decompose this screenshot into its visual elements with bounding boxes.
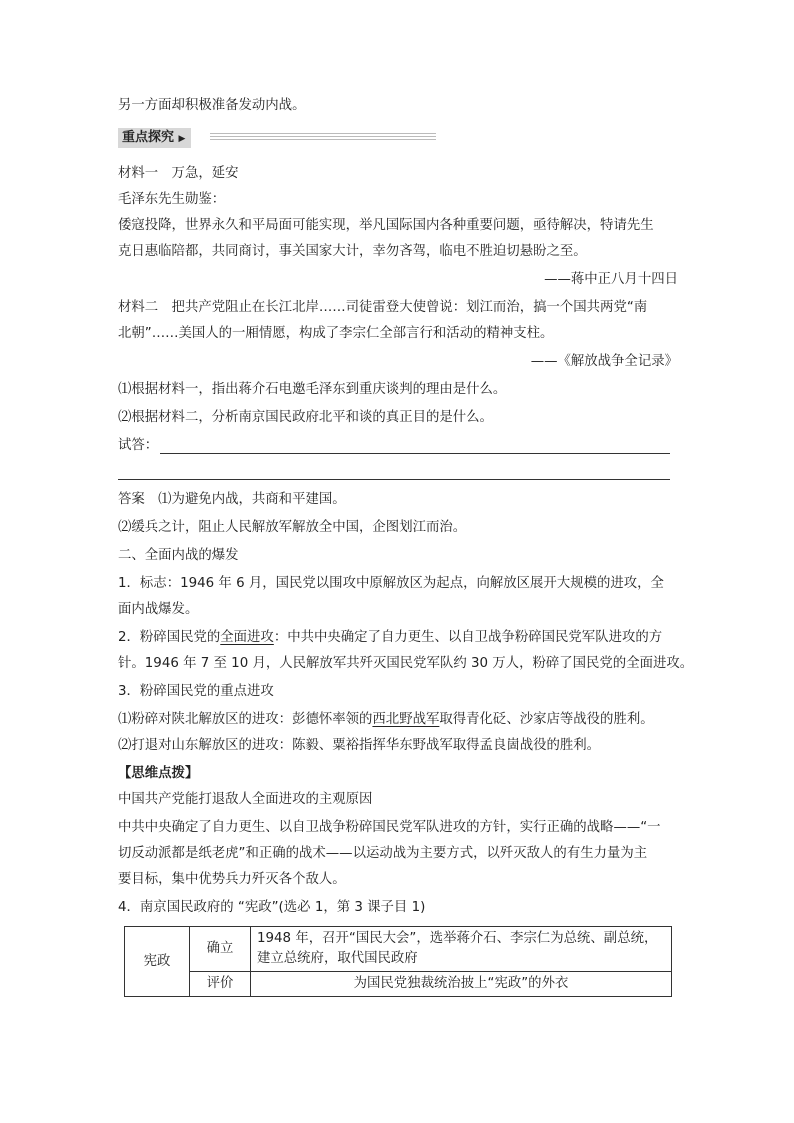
item-3-sub-2: ⑵打退对山东解放区的进攻：陈毅、粟裕指挥华东野战军取得孟良崮战役的胜利。 [118,738,601,753]
material-1-line-1: 倭寇投降，世界永久和平局面可能实现，举凡国际国内各种重要问题，亟待解决，特请先生 [118,218,654,233]
table-text-evaluation: 为国民党独裁统治披上“宪政”的外衣 [251,972,672,997]
item-2-line-1 [118,628,662,648]
item-3-sub-1-underlined: 西北野战军 [372,712,440,727]
arrow-icon: ▶ [178,134,186,144]
item-3-sub-1 [118,710,654,730]
table-row [125,927,672,972]
thinking-tip-title: 中国共产党能打退敌人全面进攻的主观原因 [118,792,373,807]
thinking-tip-line-2: 切反动派都是纸老虎”和正确的战术——以运动战为主要方式，以歼灭敌人的有生力量为主 [118,846,648,861]
material-2-line-2: 北朝”……美国人的一厢情愿，构成了李宗仁全部言行和活动的精神支柱。 [118,326,554,341]
section-2-heading: 二、全面内战的爆发 [118,548,239,563]
item-1-line-1: 1．标志：1946 年 6 月，国民党以围攻中原解放区为起点，向解放区展开大规模的进攻，全 [118,576,664,591]
item-2-line-2: 针。1946 年 7 至 10 月，人民解放军共歼灭国民党军队约 30 万人，粉碎了国民党的全面进攻。 [118,656,694,671]
table-label-evaluation: 评价 [190,972,251,997]
thinking-tip-line-3: 要目标，集中优势兵力歼灭各个敌人。 [118,872,346,887]
table-text-established: 1948 年，召开“国民大会”，选举蒋介石、李宗仁为总统、副总统，建立总统府，取代国民政府 [251,927,672,972]
material-2-line-1: 材料二 把共产党阻止在长江北岸……司徒雷登大使曾说：划江而治，搞一个国共两党“南 [118,300,648,315]
item-3-sub-1-suffix: 取得青化砭、沙家店等战役的胜利。 [439,712,654,727]
material-1-line-2: 克日惠临陪都，共同商讨，事关国家大计，幸勿吝驾，临电不胜迫切悬盼之至。 [118,244,587,259]
material-1-signature: ——蒋中正八月十四日 [544,272,678,287]
answer-line-1 [160,453,670,454]
answer-2: ⑵缓兵之计，阻止人民解放军解放全中国，企图划江而治。 [118,520,467,535]
answer-label: 答案 [118,492,145,507]
thinking-tip-heading: 【思维点拨】 [118,766,199,781]
item-3-sub-1-prefix: ⑴粉碎对陕北解放区的进攻：彭德怀率领的 [118,712,373,727]
item-2-suffix: ：中共中央确定了自力更生、以自卫战争粉碎国民党军队进攻的方 [273,630,663,645]
answer-1: ⑴为避免内战，共商和平建国。 [158,492,346,507]
intro-paragraph: 另一方面却积极准备发动内战。 [118,98,306,113]
section-banner [118,128,436,148]
material-1-salute: 毛泽东先生勋鉴： [118,192,226,207]
table-label-established: 确立 [190,927,251,972]
answer-line-2 [118,479,670,480]
question-2: ⑵根据材料二，分析南京国民政府北平和谈的真正目的是什么。 [118,410,493,425]
banner-rule [210,133,436,142]
banner-label [118,128,191,148]
item-4-heading: 4．南京国民政府的 “宪政”(选必 1，第 3 课子目 1) [118,900,426,915]
question-1: ⑴根据材料一，指出蒋介石电邀毛泽东到重庆谈判的理由是什么。 [118,382,507,397]
item-3-heading: 3．粉碎国民党的重点进攻 [118,684,274,699]
item-2-underlined: 全面进攻 [220,630,274,645]
material-2-source: ——《解放战争全记录》 [530,354,678,369]
thinking-tip-line-1: 中共中央确定了自力更生、以自卫战争粉碎国民党军队进攻的方针，实行正确的战略——“一 [118,820,661,835]
item-2-prefix: 2．粉碎国民党的 [118,630,221,645]
material-1-title: 材料一 万急，延安 [118,166,239,181]
table-head-cell: 宪政 [125,927,190,997]
answer-line [118,490,346,510]
item-1-line-2: 面内战爆发。 [118,602,199,617]
table-row [125,972,672,997]
try-answer-label: 试答： [118,438,159,453]
constitution-table [124,926,672,997]
banner-title: 重点探究 [122,130,175,145]
